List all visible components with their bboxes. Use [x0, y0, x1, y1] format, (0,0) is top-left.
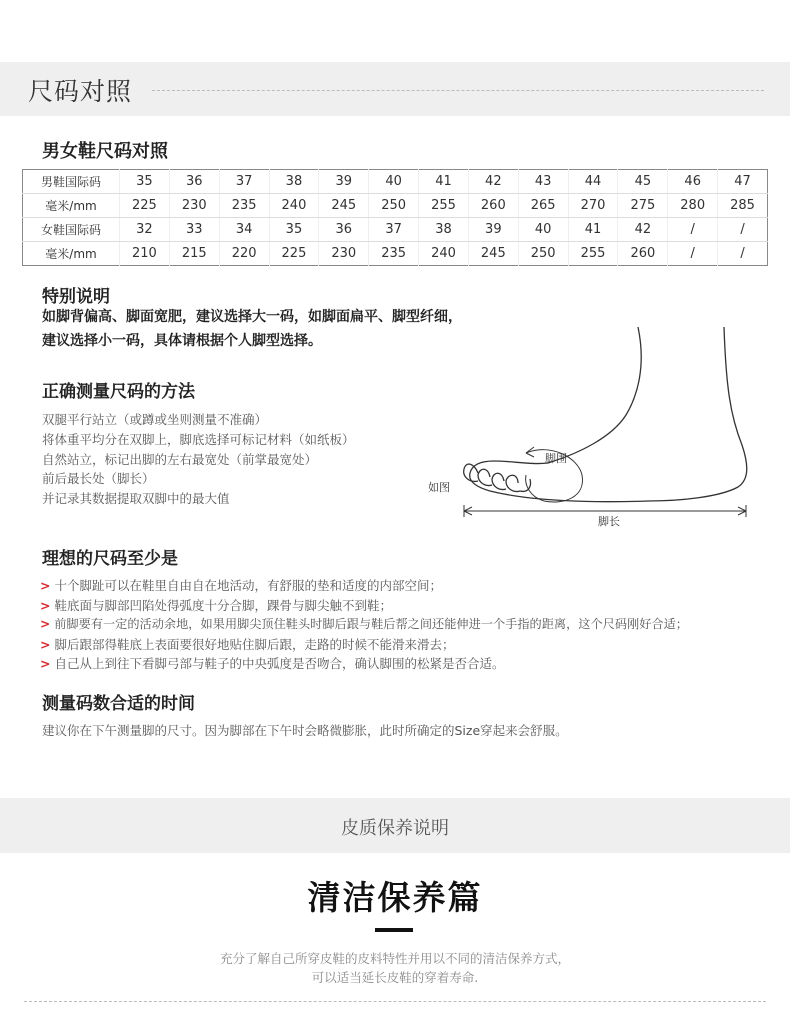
chevron-right-icon: > [40, 578, 51, 593]
size-cell: 220 [219, 242, 269, 266]
example-label: 如图 [428, 481, 450, 494]
method-line: 双腿平行站立（或蹲或坐则测量不准确） [42, 412, 268, 427]
ideal-item: > 十个脚趾可以在鞋里自由自在地活动，有舒服的垫和适度的内部空间； [40, 578, 442, 593]
size-cell: 42 [468, 170, 518, 194]
size-cell: / [668, 218, 718, 242]
size-cell: 47 [718, 170, 768, 194]
time-heading: 测量码数合适的时间 [42, 694, 195, 714]
size-cell: 270 [568, 194, 618, 218]
chevron-right-icon: > [40, 637, 51, 652]
size-chart-heading: 男女鞋尺码对照 [42, 141, 168, 162]
size-cell: 44 [568, 170, 618, 194]
size-row [23, 194, 768, 218]
size-cell: 280 [668, 194, 718, 218]
care-section-header [0, 798, 790, 853]
length-label: 脚长 [598, 515, 620, 528]
ideal-item: > 自己从上到往下看脚弓部与鞋子的中央弧度是否吻合，确认脚围的松紧是否合适。 [40, 656, 505, 671]
size-cell: 245 [468, 242, 518, 266]
special-note-heading: 特别说明 [42, 287, 110, 307]
size-cell: / [668, 242, 718, 266]
size-cell: 230 [319, 242, 369, 266]
size-cell: 46 [668, 170, 718, 194]
size-cell: / [718, 242, 768, 266]
method-heading: 正确测量尺码的方法 [42, 382, 195, 402]
bottom-divider [24, 1001, 766, 1002]
size-cell: 260 [618, 242, 668, 266]
size-cell: 215 [169, 242, 219, 266]
size-cell: 40 [369, 170, 419, 194]
size-cell: 240 [419, 242, 469, 266]
size-cell: 32 [120, 218, 170, 242]
chevron-right-icon: > [40, 598, 51, 613]
size-cell: 210 [120, 242, 170, 266]
size-cell: 38 [419, 218, 469, 242]
ideal-item: > 鞋底面与脚部凹陷处得弧度十分合脚，踝骨与脚尖触不到鞋； [40, 598, 392, 613]
size-cell: 230 [169, 194, 219, 218]
ideal-item: > 脚后跟部得鞋底上表面要很好地贴住脚后跟，走路的时候不能滑来滑去； [40, 637, 455, 652]
size-cell: 275 [618, 194, 668, 218]
ideal-heading: 理想的尺码至少是 [42, 549, 178, 569]
header-divider [152, 90, 764, 91]
size-section-header [0, 62, 790, 116]
girth-label: 脚围 [545, 452, 567, 465]
size-cell: 260 [468, 194, 518, 218]
ideal-item: > 前脚要有一定的活动余地，如果用脚尖顶住鞋头时脚后跟与鞋后帮之间还能伸进一个手指的距离，这个尺码刚好合适； [40, 617, 688, 631]
size-cell: 37 [219, 170, 269, 194]
size-row [23, 242, 768, 266]
size-cell: 41 [419, 170, 469, 194]
size-cell: 225 [269, 242, 319, 266]
title-underline [375, 928, 413, 932]
special-note-line: 建议选择小一码，具体请根据个人脚型选择。 [42, 333, 322, 349]
clean-text-line: 可以适当延长皮鞋的穿着寿命. [311, 970, 479, 985]
size-cell: 45 [618, 170, 668, 194]
size-cell: 255 [568, 242, 618, 266]
size-row-label: 男鞋国际码 [23, 170, 120, 194]
size-cell: 265 [518, 194, 568, 218]
size-cell: 255 [419, 194, 469, 218]
size-cell: 240 [269, 194, 319, 218]
size-cell: 41 [568, 218, 618, 242]
size-cell: 42 [618, 218, 668, 242]
size-cell: 35 [269, 218, 319, 242]
size-cell: 250 [369, 194, 419, 218]
size-row-label: 毫米/mm [23, 194, 120, 218]
size-cell: 38 [269, 170, 319, 194]
size-row-label: 毫米/mm [45, 247, 97, 261]
size-cell: 285 [718, 194, 768, 218]
time-text: 建议你在下午测量脚的尺寸。因为脚部在下午时会略微膨胀，此时所确定的Size穿起来会舒服。 [42, 723, 568, 738]
method-line: 并记录其数据提取双脚中的最大值 [42, 491, 230, 506]
size-cell: 36 [319, 218, 369, 242]
size-section-title: 尺码对照 [28, 77, 133, 106]
care-section-title: 皮质保养说明 [341, 818, 449, 839]
size-row [23, 170, 768, 194]
method-line: 将体重平均分在双脚上，脚底选择可标记材料（如纸板） [42, 432, 355, 447]
chevron-right-icon: > [40, 656, 51, 671]
size-chart-table [22, 169, 768, 266]
size-cell: 36 [169, 170, 219, 194]
clean-title: 清洁保养篇 [307, 878, 483, 917]
size-row [23, 218, 768, 242]
size-cell: / [718, 218, 768, 242]
foot-outline [464, 327, 747, 502]
size-cell: 39 [319, 170, 369, 194]
size-cell: 225 [120, 194, 170, 218]
method-line: 前后最长处（脚长） [42, 471, 155, 486]
size-cell: 40 [518, 218, 568, 242]
size-cell: 34 [219, 218, 269, 242]
size-cell: 39 [468, 218, 518, 242]
size-row-label: 女鞋国际码 [23, 218, 120, 242]
size-cell: 235 [219, 194, 269, 218]
special-note-line: 如脚背偏高、脚面宽肥，建议选择大一码，如脚面扁平、脚型纤细， [42, 309, 462, 325]
size-cell: 37 [369, 218, 419, 242]
size-cell: 33 [169, 218, 219, 242]
chevron-right-icon: > [40, 617, 51, 631]
clean-text-line: 充分了解自己所穿皮鞋的皮料特性并用以不同的清洁保养方式， [219, 951, 570, 966]
size-cell: 35 [120, 170, 170, 194]
size-cell: 245 [319, 194, 369, 218]
size-cell: 235 [369, 242, 419, 266]
method-line: 自然站立，标记出脚的左右最宽处（前掌最宽处） [42, 452, 318, 467]
foot-measure-diagram [420, 325, 760, 535]
size-cell: 43 [518, 170, 568, 194]
size-cell: 250 [518, 242, 568, 266]
